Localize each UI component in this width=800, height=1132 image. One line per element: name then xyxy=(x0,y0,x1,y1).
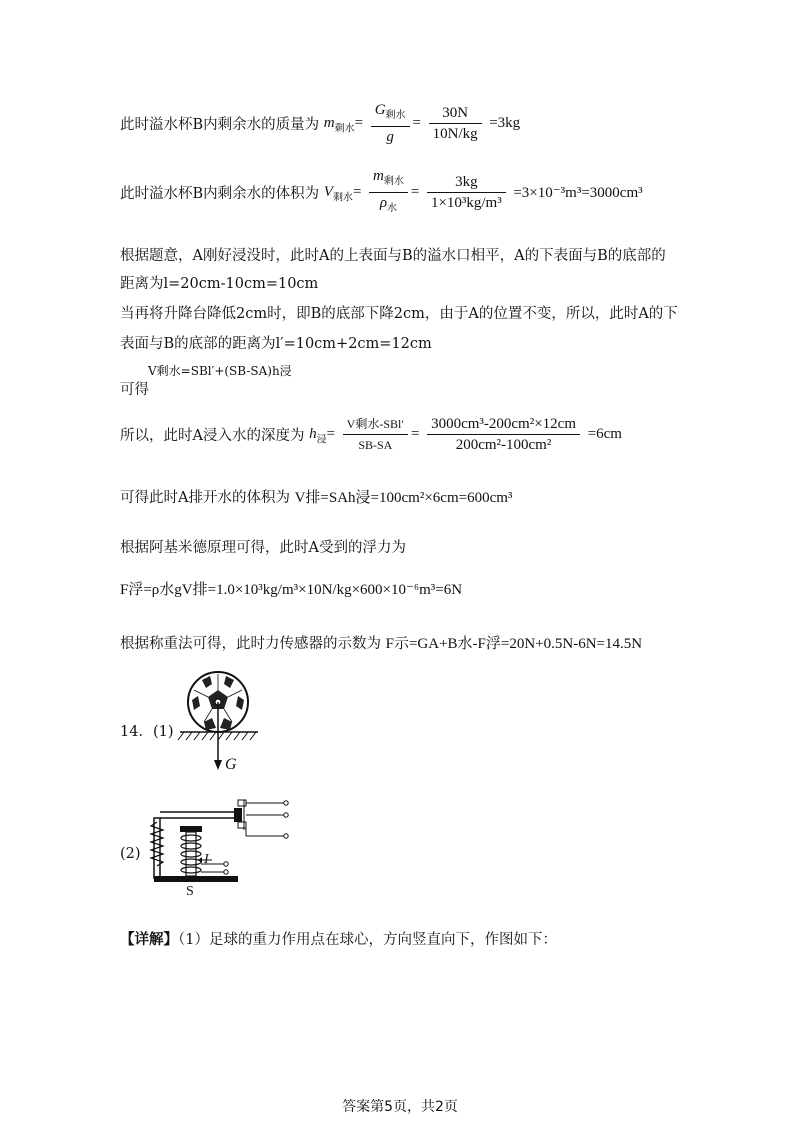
mass-fraction-2: $\frac{30N}{10N/kg}$ xyxy=(429,103,482,144)
depth-result: =6cm xyxy=(587,426,622,442)
depth-fraction-2: $\frac{\text{3000cm³-200cm²×12cm}}{\text{200cm²-100cm²}}$ xyxy=(427,414,580,455)
mass-fraction-1: $\frac{G_{剩水}}{g}$ xyxy=(371,100,410,147)
detail-text: （1）足球的重力作用点在球心，方向竖直向下，作图如下： xyxy=(178,932,557,948)
page-footer: 答案第5页，共2页 xyxy=(342,1099,458,1115)
volume-label: 此时溢水杯B内剩余水的体积为 xyxy=(120,186,320,202)
displace-line xyxy=(120,486,512,507)
volume-line: 此时溢水杯B内剩余水的体积为 $V_{剩水}=$ $\frac{m_{剩水}}{\rho_水}$ = $\frac{3kg}{\text{1×10³kg/m³}}$ =3×10⁻³m³=3000cm³ xyxy=(120,166,643,219)
mass-lhs-sub: 剩水 xyxy=(334,123,355,135)
mass-line: 此时溢水杯B内剩余水的质量为 $m_{剩水}=$ $\frac{G_{剩水}}{g}$ = $\frac{30N}{10N/kg}$ =3kg xyxy=(120,102,521,145)
current-label: I xyxy=(204,852,209,867)
weigh-formula: F示=GA+B水-F浮=20N+0.5N-6N=14.5N xyxy=(385,636,643,652)
para1-line-b: 距离为l=20cm-10cm=10cm xyxy=(120,276,319,292)
displace-label: 可得此时A排开水的体积为 xyxy=(120,490,290,506)
mass-lhs: m xyxy=(323,115,335,131)
relay-diagram xyxy=(146,798,296,898)
gravity-label: G xyxy=(225,756,237,773)
spring-icon xyxy=(151,822,163,866)
archimedes-label: 根据阿基米德原理可得，此时A受到的浮力为 xyxy=(120,540,406,556)
football-diagram xyxy=(176,670,266,780)
para2-line-a: 当再将升降台降低2cm时，即B的底部下降2cm，由于A的位置不变，所以，此时A的下 xyxy=(120,306,678,322)
switch-label: S xyxy=(186,884,194,899)
displace-formula: V排=SAh浸=100cm²×6cm=600cm³ xyxy=(294,490,513,506)
q14-label: 14．(1) xyxy=(120,724,174,740)
detail-tag: 【详解】 xyxy=(120,931,178,948)
detail-line xyxy=(120,928,557,949)
weigh-label: 根据称重法可得，此时力传感器的示数为 xyxy=(120,636,381,652)
mass-result: =3kg xyxy=(489,115,521,131)
obtain-label: 可得 xyxy=(120,382,149,398)
volume-result: =3×10⁻³m³=3000cm³ xyxy=(513,185,643,201)
coil-icon xyxy=(181,835,201,873)
volume-lhs: V xyxy=(323,184,333,200)
volume-fraction-2: $\frac{3kg}{\text{1×10³kg/m³}}$ xyxy=(427,172,506,213)
q14-2-label: (2) xyxy=(120,846,141,862)
para2-line-b: 表面与B的底部的距离为l′=10cm+2cm=12cm xyxy=(120,336,432,352)
para1-line-a: 根据题意，A刚好浸没时，此时A的上表面与B的溢水口相平，A的下表面与B的底部的 xyxy=(120,248,666,264)
depth-fraction-1: $\frac{\text{V剩水-SBl′}}{SB-SA}$ xyxy=(343,414,408,455)
buoyancy-formula: F浮=ρ水gV排=1.0×10³kg/m³×10N/kg×600×10⁻⁶m³=6N xyxy=(120,582,463,598)
mass-label: 此时溢水杯B内剩余水的质量为 xyxy=(120,117,320,133)
obtain-formula: V剩水=SBl′+(SB-SA)h浸 xyxy=(148,364,292,378)
depth-label: 所以，此时A浸入水的深度为 xyxy=(120,428,305,444)
volume-fraction-1: $\frac{m_{剩水}}{\rho_水}$ xyxy=(369,166,408,219)
weigh-line xyxy=(120,632,642,653)
depth-line: 所以，此时A浸入水的深度为 $h_浸=$ $\frac{\text{V剩水-SBl′}}{SB-SA}$ = $\frac{\text{3000cm³-200cm²×12cm}}{\text{200cm²-100cm²}}$ =6cm xyxy=(120,416,622,453)
